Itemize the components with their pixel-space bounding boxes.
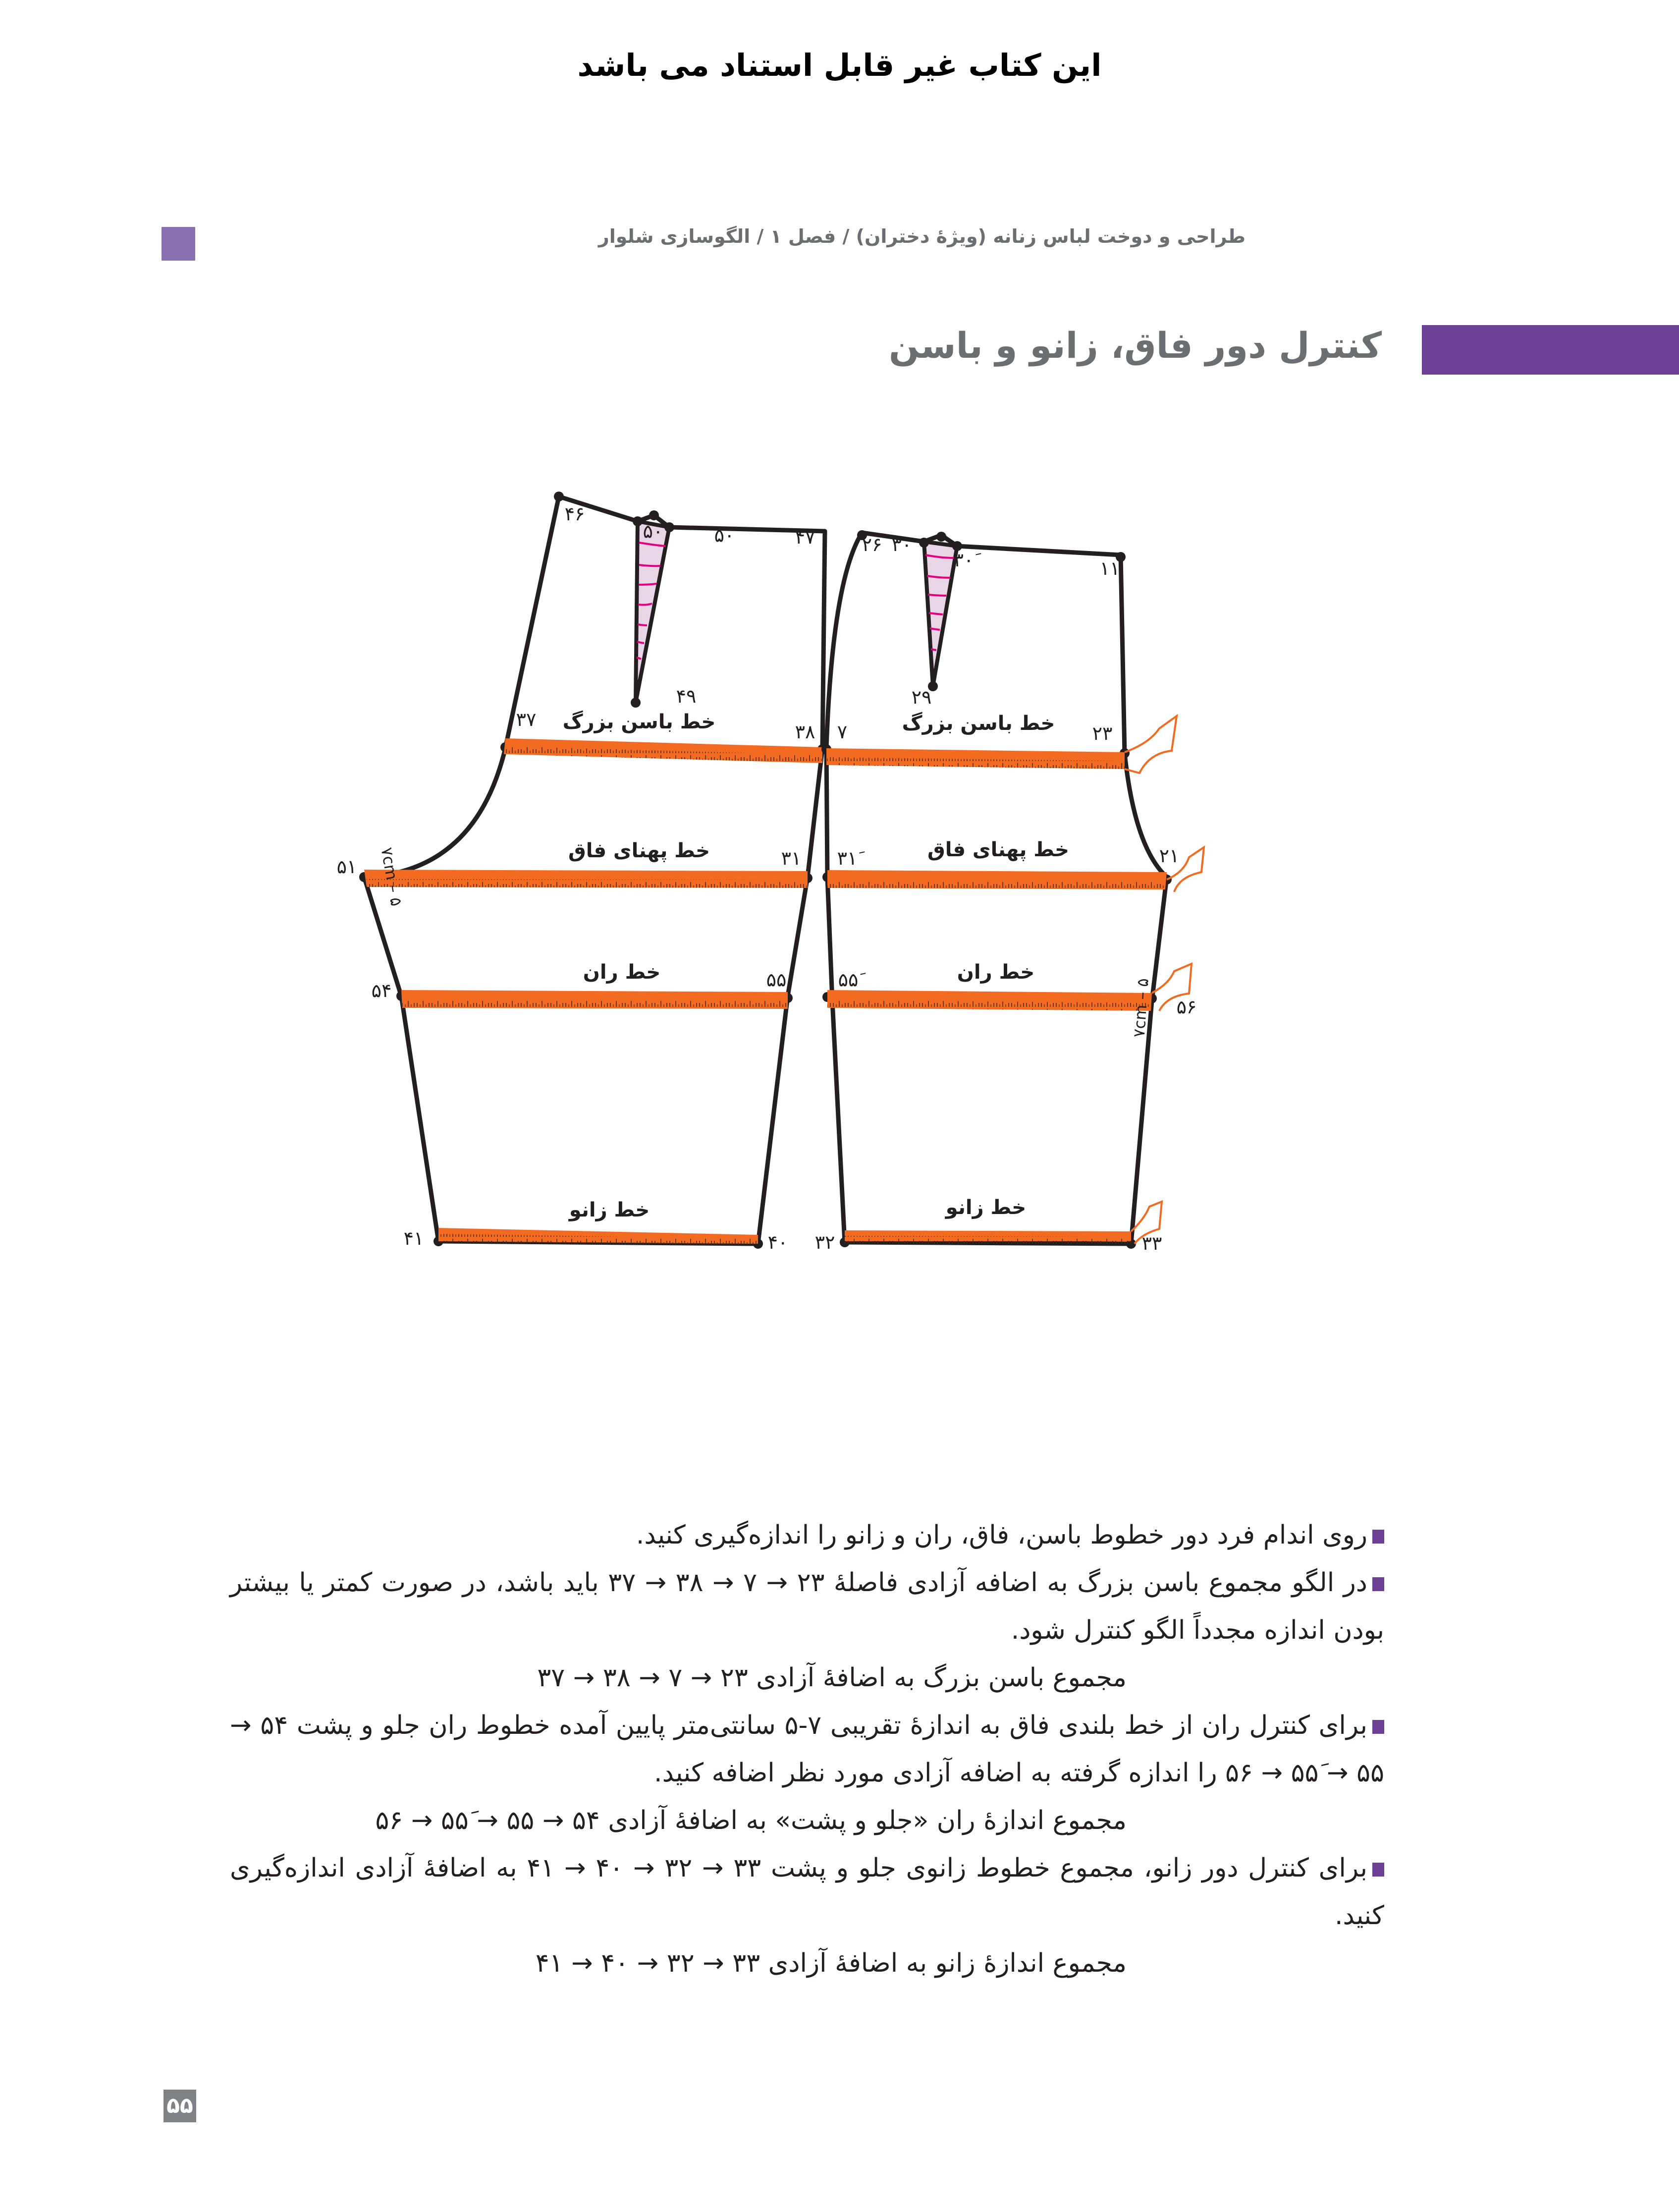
line-label-knee: خط زانو	[569, 1199, 650, 1221]
running-head-marker	[162, 227, 195, 261]
bullet-square-icon	[1372, 1720, 1384, 1734]
point-label: ۴۷	[795, 526, 815, 548]
point-label: ۲۳	[1092, 722, 1113, 744]
line-label-hip: خط باسن بزرگ	[902, 712, 1055, 735]
bullet-square-icon	[1372, 1577, 1384, 1591]
body-text	[230, 1511, 1384, 1987]
pattern-diagram	[297, 476, 1239, 1269]
point-label: ۳۰َ	[953, 549, 974, 571]
back-tape-measures	[364, 738, 822, 1246]
page-number-badge: ۵۵	[163, 2090, 196, 2122]
point-label: ۲۱	[1159, 845, 1180, 867]
bullet-square-icon	[1372, 1530, 1384, 1544]
line-label-thigh: خط ران	[583, 961, 661, 984]
point-label: ۳۰	[891, 534, 912, 555]
point-label: ۳۱	[781, 847, 802, 869]
formula-thigh: مجموع اندازۀ ران «جلو و پشت» به اضافۀ آزادی ۵۴ → ۵۵ → ۵۵َ → ۵۶	[375, 1806, 1127, 1835]
line-label-hip: خط باسن بزرگ	[562, 711, 716, 733]
paragraph-1: روی اندام فرد دور خطوط باسن، فاق، ران و زانو را اندازه‌گیری کنید.	[230, 1511, 1384, 1559]
point-label: ۲۹	[911, 686, 932, 708]
formula-hip: مجموع باسن بزرگ به اضافۀ آزادی ۲۳ → ۷ → ۳۸ → ۳۷	[537, 1663, 1127, 1693]
point-label: ۴۰	[767, 1231, 788, 1253]
bullet-square-icon	[1372, 1863, 1384, 1877]
section-title-bar	[1422, 325, 1679, 375]
front-tape-measures	[826, 748, 1167, 1244]
point-label: ۳۱َ	[837, 847, 858, 869]
line-label-crotch: خط پهنای فاق	[568, 839, 710, 862]
paragraph-2: در الگو مجموع باسن بزرگ به اضافه آزادی فاصلۀ ۲۳ → ۷ → ۳۸ → ۳۷ باید باشد، در صورت کمتر یا بیشتر بودن اندازه مجدداً الگو کنترل شود.	[230, 1568, 1384, 1645]
point-label: ۵۰َ	[643, 520, 663, 542]
line-label-crotch: خط پهنای فاق	[927, 838, 1069, 861]
back-pattern-piece	[337, 492, 827, 1253]
line-label-knee: خط زانو	[945, 1196, 1027, 1219]
point-label: ۱۱	[1099, 557, 1120, 579]
watermark: این کتاب غیر قابل استناد می باشد	[577, 47, 1102, 83]
offset-label: ۵ – ۷cm	[377, 846, 406, 908]
offset-label: ۵ – ۷cm	[1129, 977, 1152, 1038]
point-label: ۵۴	[371, 980, 392, 1001]
point-label: ۲۶	[862, 534, 882, 555]
section-title: کنترل دور فاق، زانو و باسن	[888, 325, 1382, 366]
front-pattern-piece	[815, 530, 1204, 1254]
point-label: ۴۹	[676, 685, 697, 707]
point-label: ۴۱	[403, 1227, 424, 1249]
paragraph-3: برای کنترل ران از خط بلندی فاق به اندازۀ تقریبی ۷-۵ سانتی‌متر پایین آمده خطوط ران جلو و پشت ۵۴ → ۵۵ → ۵۵َ → ۵۶ را اندازه گرفته به اضافه آزادی مورد نظر اضافه کنید.	[230, 1711, 1384, 1788]
line-label-thigh: خط ران	[957, 961, 1035, 984]
point-label: ۵۵َ	[838, 969, 859, 991]
point-label: ۳۸	[795, 721, 815, 743]
point-label: ۴۶	[564, 503, 585, 525]
paragraph-4: برای کنترل دور زانو، مجموع خطوط زانوی جلو و پشت ۳۳ → ۳۲ → ۴۰ → ۴۱ به اضافۀ آزادی اندازه‌گیری کنید.	[230, 1853, 1384, 1931]
point-label: ۳۲	[814, 1231, 835, 1253]
point-label: ۷	[837, 721, 848, 743]
formula-knee: مجموع اندازۀ زانو به اضافۀ آزادی ۳۳ → ۳۲ → ۴۰ → ۴۱	[535, 1948, 1127, 1978]
running-head: طراحی و دوخت لباس زنانه (ویژۀ دختران) / فصل ۱ / الگوسازی شلوار	[598, 225, 1246, 247]
point-label: ۳۳	[1141, 1232, 1162, 1254]
point-label: ۵۶	[1176, 996, 1197, 1018]
point-label: ۳۷	[516, 709, 537, 730]
point-label: ۵۵	[766, 969, 787, 991]
point-label: ۵۰	[714, 524, 735, 546]
point-label: ۵۱	[336, 856, 357, 878]
